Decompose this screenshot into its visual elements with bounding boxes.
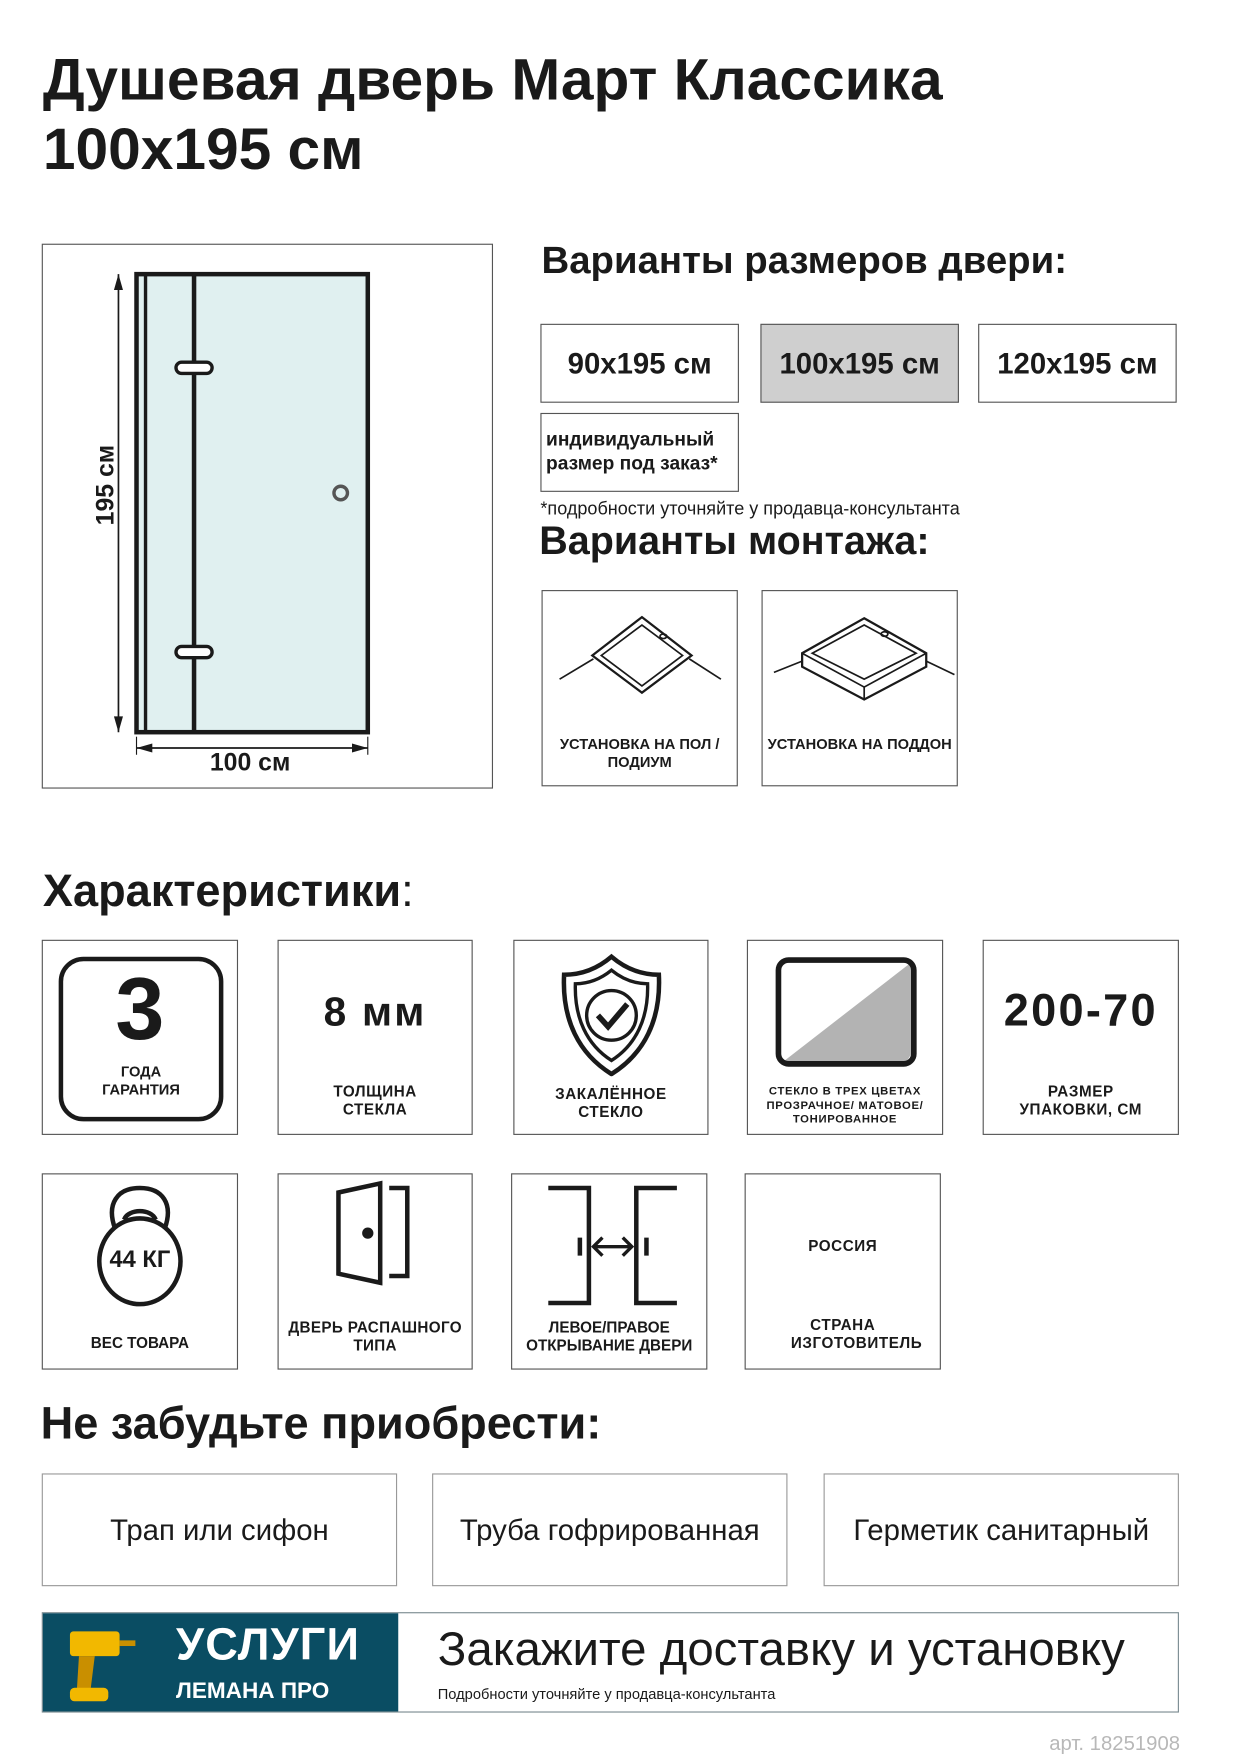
services-brand-title: УСЛУГИ [175,1620,361,1670]
floor-tray-icon [543,591,739,726]
accessory-corrugated-pipe[interactable]: Труба гофрированная [432,1473,787,1586]
services-brand-panel [43,1613,398,1711]
warranty-label: ГОДА ГАРАНТИЯ [102,1062,180,1098]
title-line-1: Душевая дверь Март Классика [42,47,943,113]
mounting-heading: Варианты монтажа: [539,518,930,563]
accessory-sealant[interactable]: Герметик санитарный [824,1473,1179,1586]
specs-heading-text: Характеристики [42,866,402,917]
mount-tray [762,590,958,786]
sizes-heading: Варианты размеров двери: [541,239,1067,283]
spec-thickness [278,940,473,1135]
door-drawing [42,244,493,789]
drill-icon [59,1613,149,1713]
weight-label: ВЕС ТОВАРА [90,1334,190,1352]
accessory-drain[interactable]: Трап или сифон [42,1473,397,1586]
mount-floor-label: УСТАНОВКА НА ПОЛ / ПОДИУМ [559,735,720,771]
spec-warranty [42,940,238,1135]
left-right-opening-icon [512,1174,708,1309]
accessories-heading: Не забудьте приобрести: [40,1398,602,1449]
sizes-note: *подробности уточняйте у продавца-консультанта [540,499,960,519]
services-brand-sub: ЛЕМАНА ПРО [175,1678,330,1704]
shower-tray-icon [763,591,959,726]
width-label: 100 см [209,747,291,777]
services-headline: Закажите доставку и установку [437,1622,1125,1676]
glass-tint-icon [748,941,944,1076]
title-line-2: 100х195 см [42,117,364,183]
spec-opening [511,1173,707,1369]
opening-label: ЛЕВОЕ/ПРАВОЕ ОТКРЫВАНИЕ ДВЕРИ [526,1318,693,1354]
country-value: РОССИЯ [808,1237,878,1255]
size-option-custom[interactable]: индивидуальный размер под заказ* [540,413,739,492]
spec-country [745,1173,941,1369]
services-subtext: Подробности уточняйте у продавца-консультанта [437,1685,776,1703]
country-label: СТРАНА ИЗГОТОВИТЕЛЬ [790,1316,923,1352]
size-option-100-selected[interactable]: 100х195 см [760,324,959,403]
article-number: арт. 18251908 [1049,1731,1181,1755]
package-value: 200-70 [1003,986,1158,1036]
mount-tray-label: УСТАНОВКА НА ПОДДОН [767,735,952,753]
page-title [43,45,943,185]
glass-colors-label: СТЕКЛО В ТРЕХ ЦВЕТАХ ПРОЗРАЧНОЕ/ МАТОВОЕ/ТОНИРОВАННОЕ [766,1085,924,1126]
swing-door-icon [279,1174,474,1309]
spec-tempered [513,940,708,1135]
tempered-label: ЗАКАЛЁННОЕ СТЕКЛО [555,1085,667,1121]
door-type-label: ДВЕРЬ РАСПАШНОГО ТИПА [288,1318,462,1354]
height-label: 195 см [91,444,120,526]
spec-door-type [278,1173,473,1369]
mount-floor [542,590,738,786]
thickness-value: 8 мм [323,988,427,1035]
specs-heading: Характеристики: [42,866,414,917]
shield-check-icon [514,941,709,1076]
size-option-90[interactable]: 90х195 см [540,324,739,403]
kettlebell-icon [43,1174,239,1309]
services-banner[interactable] [42,1612,1179,1712]
package-label: РАЗМЕР УПАКОВКИ, СМ [1019,1083,1143,1119]
spec-weight [42,1173,238,1369]
spec-glass-colors [747,940,943,1135]
spec-package [983,940,1179,1135]
warranty-value: 3 [115,958,165,1059]
size-option-120[interactable]: 120х195 см [978,324,1177,403]
weight-value: 44 КГ [109,1246,171,1273]
thickness-label: ТОЛЩИНА СТЕКЛА [333,1083,417,1119]
